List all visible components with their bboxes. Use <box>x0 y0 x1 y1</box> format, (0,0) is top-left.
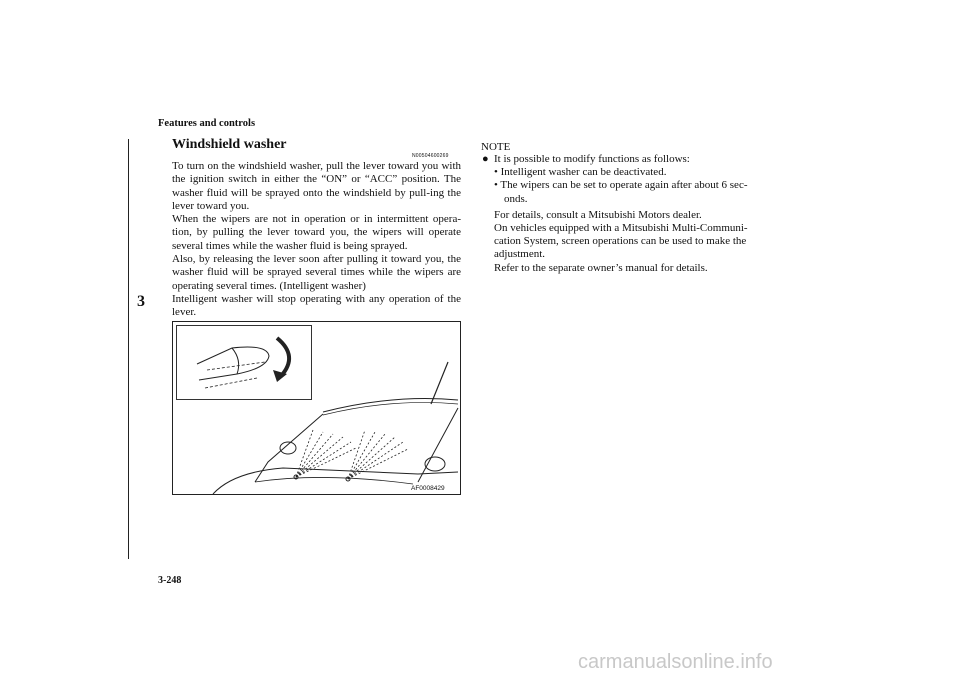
body-paragraph: Intelligent washer will stop operating with any operation of the lever. <box>172 292 461 319</box>
chapter-divider <box>128 139 129 559</box>
article-title: Windshield washer <box>172 137 287 152</box>
article-code: N00504600269 <box>412 153 449 159</box>
note-sub-item: • Intelligent washer can be deactivated. <box>494 166 667 179</box>
wiper-lever-drawing <box>177 326 311 399</box>
note-heading: NOTE <box>481 141 511 153</box>
figure-code: AF0008429 <box>411 485 445 492</box>
bullet-icon: ● <box>482 153 489 165</box>
note-item <box>482 153 774 275</box>
watermark-link[interactable]: carmanualsonline.info <box>578 651 773 673</box>
body-paragraph: To turn on the windshield washer, pull the lever toward you with the ignition switch in either the “ON” or “ACC” position. The washer fluid will be sprayed onto the windshield by pull-ing the lever toward you. <box>172 160 461 212</box>
page-number: 3-248 <box>158 575 182 586</box>
note-paragraph: For details, consult a Mitsubishi Motors dealer. <box>494 208 702 221</box>
lever-detail-inset <box>176 325 312 400</box>
article-body <box>172 160 461 320</box>
note-intro: It is possible to modify functions as follows: <box>494 153 690 165</box>
section-header: Features and controls <box>158 118 256 129</box>
body-paragraph: Also, by releasing the lever soon after pulling it toward you, the washer fluid will be sprayed several times while the wipers are operating several times. (Intelligent washer) <box>172 253 461 292</box>
note-paragraph: On vehicles equipped with a Mitsubishi Multi-Communi-cation System, screen operations can be used to make the adjustment. <box>494 222 748 261</box>
chapter-number: 3 <box>137 293 145 310</box>
note-sub-item-continuation: onds. <box>504 192 528 205</box>
note-sub-item: • The wipers can be set to operate again after about 6 sec- <box>494 179 748 192</box>
note-paragraph: Refer to the separate owner’s manual for details. <box>494 261 708 274</box>
body-paragraph: When the wipers are not in operation or in intermittent opera-tion, by pulling the lever toward you, the wipers will operate several times while the washer fluid is being sprayed. <box>172 213 461 252</box>
